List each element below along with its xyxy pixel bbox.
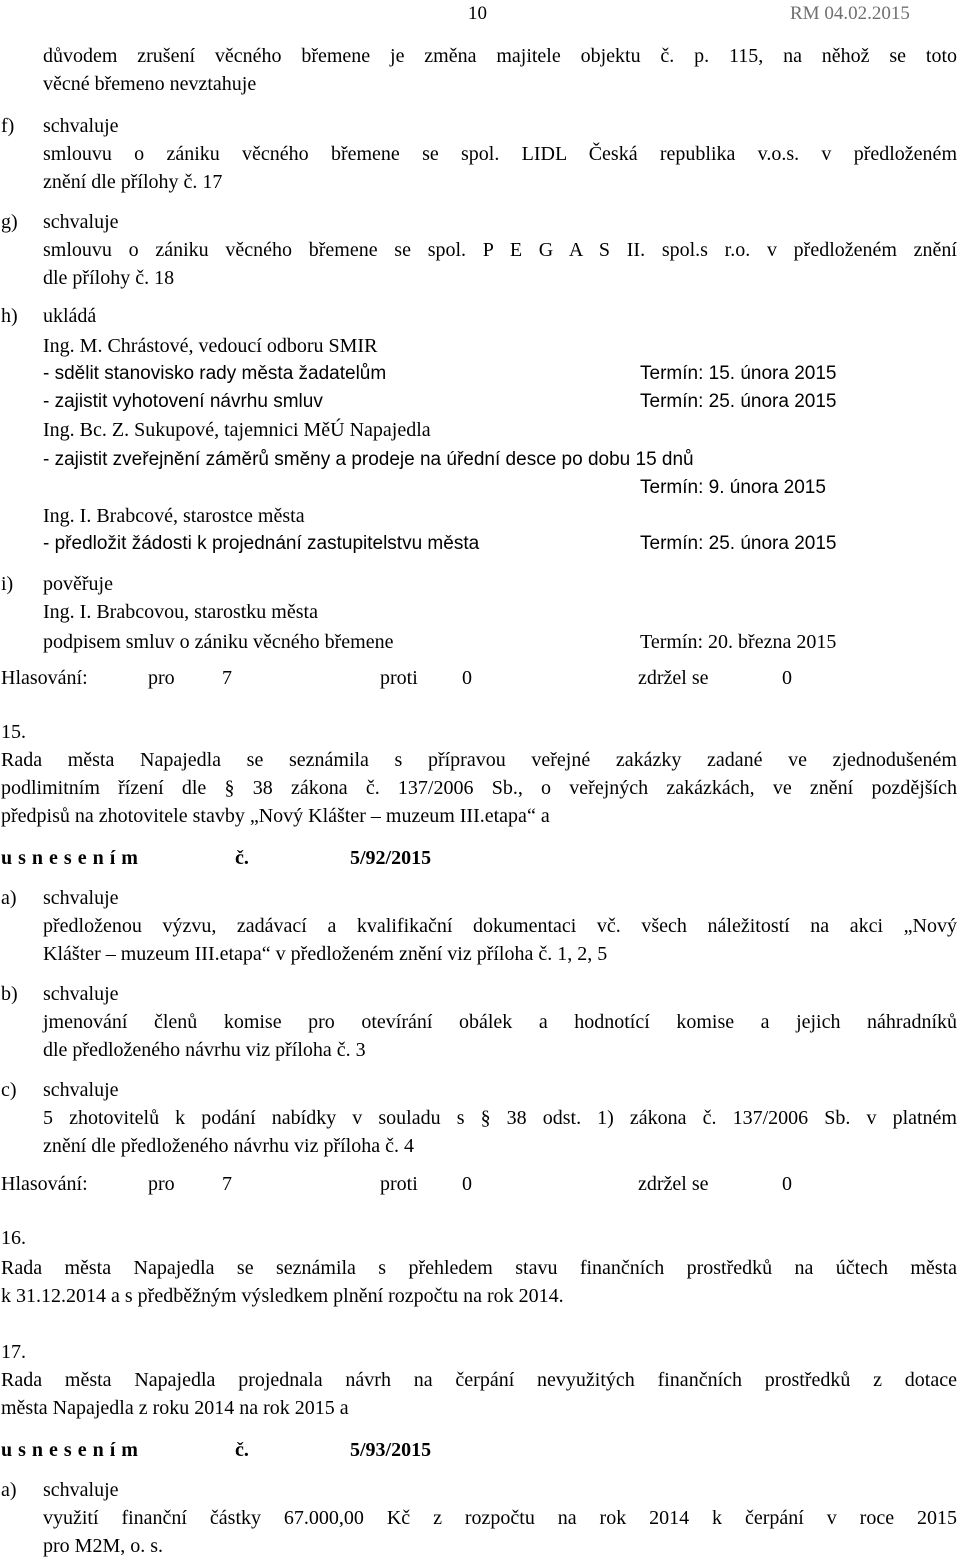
paragraph-line: pro M2M, o. s. [43,1535,164,1557]
item-marker: g) [1,211,18,233]
item-marker: b) [1,983,18,1005]
item-marker: c) [1,1079,17,1101]
deadline: Termín: 20. března 2015 [640,631,837,653]
item-verb: ukládá [43,305,97,327]
paragraph-line: smlouvu o zániku věcného břemene se spol. P E G A S II. spol.s r.o. v předloženém znění [43,239,957,261]
vote-abstain-label: zdržel se [638,667,709,689]
item-verb: pověřuje [43,573,113,595]
paragraph-line: Rada města Napajedla se seznámila s přehledem stavu finančních prostředků na účtech města [1,1257,957,1279]
item-marker: f) [1,115,15,137]
vote-pro-count: 7 [222,667,232,689]
document-date-code: RM 04.02.2015 [790,3,910,24]
responsible-person: Ing. I. Brabcovou, starostku města [43,601,318,623]
task-line: - předložit žádosti k projednání zastupitelstvu města [43,533,480,554]
deadline: Termín: 25. února 2015 [640,391,837,412]
task-line: - zajistit vyhotovení návrhu smluv [43,391,323,412]
responsible-person: Ing. M. Chrástové, vedoucí odboru SMIR [43,335,378,357]
resolution-number: 5/93/2015 [350,1439,432,1461]
deadline: Termín: 15. února 2015 [640,363,837,384]
paragraph-line: města Napajedla z roku 2014 na rok 2015 a [1,1397,349,1419]
item-verb: schvaluje [43,887,119,909]
paragraph-line: předloženou výzvu, zadávací a kvalifikační dokumentaci vč. všech náležitostí na akci „Nový [43,915,957,937]
page-number: 10 [468,3,487,24]
section-number: 15. [1,721,26,743]
paragraph-line: jmenování členů komise pro otevírání obálek a hodnotící komise a jejich náhradníků [43,1011,957,1033]
task-line: podpisem smluv o zániku věcného břemene [43,631,394,653]
vote-pro-label: pro [148,1173,175,1195]
vote-proti-label: proti [380,1173,418,1195]
paragraph-line: důvodem zrušení věcného břemene je změna majitele objektu č. p. 115, na něhož se toto [43,45,957,67]
vote-pro-label: pro [148,667,175,689]
section-number: 16. [1,1227,26,1249]
resolution-heading: usnesením [1,847,144,869]
item-marker: a) [1,1479,17,1501]
item-verb: schvaluje [43,1479,119,1501]
section-number: 17. [1,1341,26,1363]
paragraph-line: Klášter – muzeum III.etapa“ v předloženém znění viz příloha č. 1, 2, 5 [43,943,608,965]
paragraph-line: Rada města Napajedla se seznámila s přípravou veřejné zakázky zadané ve zjednodušeném [1,749,957,771]
item-marker: i) [1,573,14,595]
paragraph-line: předpisů na zhotovitele stavby „Nový Klášter – muzeum III.etapa“ a [1,805,550,827]
vote-proti-count: 0 [462,1173,472,1195]
item-verb: schvaluje [43,115,119,137]
resolution-heading: usnesením [1,1439,144,1461]
paragraph-line: 5 zhotovitelů k podání nabídky v souladu s § 38 odst. 1) zákona č. 137/2006 Sb. v platném [43,1107,957,1129]
paragraph-line: Rada města Napajedla projednala návrh na čerpání nevyužitých finančních prostředků z dotace [1,1369,957,1391]
vote-abstain-label: zdržel se [638,1173,709,1195]
task-line: - sdělit stanovisko rady města žadatelům [43,363,387,384]
item-verb: schvaluje [43,1079,119,1101]
paragraph-line: znění dle přílohy č. 17 [43,171,223,193]
paragraph-line: smlouvu o zániku věcného břemene se spol. LIDL Česká republika v.o.s. v předloženém [43,143,957,165]
paragraph-line: dle předloženého návrhu viz příloha č. 3 [43,1039,366,1061]
paragraph-line: k 31.12.2014 a s předběžným výsledkem plnění rozpočtu na rok 2014. [1,1285,564,1307]
responsible-person: Ing. Bc. Z. Sukupové, tajemnici MěÚ Napajedla [43,419,431,441]
paragraph-line: věcné břemeno nevztahuje [43,73,257,95]
vote-pro-count: 7 [222,1173,232,1195]
deadline: Termín: 9. února 2015 [640,477,826,498]
vote-proti-label: proti [380,667,418,689]
item-verb: schvaluje [43,983,119,1005]
vote-abstain-count: 0 [782,667,792,689]
item-marker: h) [1,305,18,327]
item-marker: a) [1,887,17,909]
vote-abstain-count: 0 [782,1173,792,1195]
paragraph-line: podlimitním řízení dle § 38 zákona č. 137/2006 Sb., o veřejných zakázkách, ve znění pozdějších [1,777,957,799]
responsible-person: Ing. I. Brabcové, starostce města [43,505,305,527]
paragraph-line: využití finanční částky 67.000,00 Kč z rozpočtu na rok 2014 k čerpání v roce 2015 [43,1507,957,1529]
task-line: - zajistit zveřejnění záměrů směny a prodeje na úřední desce po dobu 15 dnů [43,449,694,470]
deadline: Termín: 25. února 2015 [640,533,837,554]
vote-label: Hlasování: [1,1173,88,1195]
resolution-number: 5/92/2015 [350,847,432,869]
item-verb: schvaluje [43,211,119,233]
paragraph-line: znění dle předloženého návrhu viz příloha č. 4 [43,1135,414,1157]
resolution-c: č. [235,847,249,869]
resolution-c: č. [235,1439,249,1461]
vote-proti-count: 0 [462,667,472,689]
vote-label: Hlasování: [1,667,88,689]
paragraph-line: dle přílohy č. 18 [43,267,175,289]
